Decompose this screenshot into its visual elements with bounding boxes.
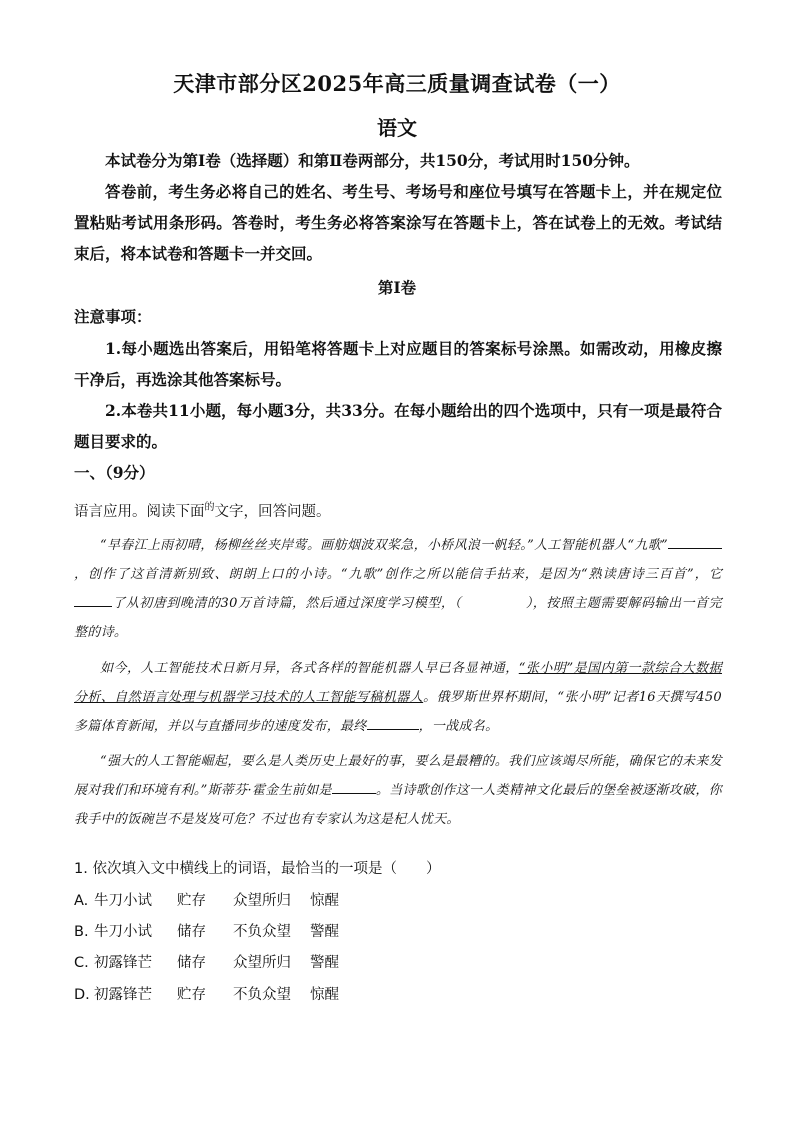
option-word-3: 不负众望: [233, 987, 291, 1003]
option-word-4: 惊醒: [310, 893, 339, 909]
section-instruction: [74, 497, 722, 523]
option-d[interactable]: [74, 983, 370, 1004]
option-letter: D.: [74, 987, 90, 1003]
exam-title: 天津市部分区2025年高三质量调查试卷（一）: [173, 71, 621, 96]
notice-heading: 注意事项：: [74, 307, 152, 326]
option-letter: C.: [74, 955, 89, 971]
option-a[interactable]: [74, 889, 370, 910]
volume-heading: 第Ⅰ卷: [377, 278, 417, 297]
instruction-text-a: 语言应用。阅读下面: [74, 503, 205, 520]
passage-paragraph-1: [74, 531, 722, 647]
passage-p3-text-b: 。当诗歌创作这一人类精神文化最后的堡垒被逐渐攻破，你我手中的饭碗岂不是岌岌可危？不过也有专家认为这是杞人忧天。: [74, 783, 722, 827]
blank-4: [367, 715, 419, 730]
passage-p2-text-b: 。俄罗斯世界杯期间，“张小明”记者16天撰写450多篇体育新闻，并以与直播同步的速度发布，最终: [74, 690, 722, 734]
passage-p1-text-d: ），按照主题需要解码输出一首完整的诗。: [74, 596, 722, 640]
option-word-2: 贮存: [177, 987, 206, 1003]
question-1-stem: 1. 依次填入文中横线上的词语，最恰当的一项是（ ）: [74, 861, 441, 877]
passage-p2-text-c: ，一战成名。: [418, 719, 499, 734]
instruction-text-b: 文字，回答问题。: [214, 503, 331, 520]
passage-p2-text-a: 如今，人工智能技术日新月异，各式各样的智能机器人早已各显神通，: [100, 661, 519, 676]
notice-item-2: 2.本卷共11小题，每小题3分，共33分。在每小题给出的四个选项中，只有一项是最符合题目要求的。: [74, 401, 722, 451]
blank-2: [74, 592, 112, 607]
blank-5: [332, 779, 376, 794]
passage-p1-text-b: ，创作了这首清新别致、朗朗上口的小诗。“九歌”创作之所以能信手拈来，是因为“熟读唐诗三百首”，它: [74, 567, 722, 582]
passage-paragraph-3: [74, 747, 722, 834]
option-word-2: 贮存: [177, 893, 206, 909]
passage-p3-text-a: “强大的人工智能崛起，要么是人类历史上最好的事，要么是最糟的。我们应该竭尽所能，确保它的未来发展对我们和环境有利。”斯蒂芬·霍金生前如是: [74, 754, 722, 798]
option-word-3: 不负众望: [233, 924, 291, 940]
instruction-superscript: 的: [204, 502, 215, 513]
option-letter: A.: [74, 893, 89, 909]
blank-1: [668, 534, 722, 549]
section-one-label: 一、（9分）: [74, 463, 155, 482]
option-word-2: 储存: [177, 955, 206, 971]
passage-paragraph-2: [74, 654, 722, 741]
option-word-4: 惊醒: [310, 987, 339, 1003]
option-word-3: 众望所归: [233, 893, 291, 909]
option-word-1: 牛刀小试: [94, 893, 152, 909]
passage-p1-text-c: 了从初唐到晚清的30万首诗篇，然后通过深度学习模型，（: [112, 596, 462, 611]
option-word-2: 储存: [177, 924, 206, 940]
option-letter: B.: [74, 924, 89, 940]
option-c[interactable]: [74, 951, 370, 972]
option-word-1: 初露锋芒: [94, 987, 152, 1003]
option-word-3: 众望所归: [233, 955, 291, 971]
option-word-4: 警醒: [310, 955, 339, 971]
notice-item-1: 1.每小题选出答案后，用铅笔将答题卡上对应题目的答案标号涂黑。如需改动，用橡皮擦干净后，再选涂其他答案标号。: [74, 339, 722, 389]
option-word-1: 牛刀小试: [94, 924, 152, 940]
option-word-4: 警醒: [310, 924, 339, 940]
passage-p1-text-a: “早春江上雨初晴，杨柳丝丝夹岸莺。画舫烟波双桨急，小桥风浪一帆轻。”人工智能机器人“九歌”: [100, 538, 668, 553]
option-word-1: 初露锋芒: [94, 955, 152, 971]
option-b[interactable]: [74, 920, 370, 941]
subject-title: 语文: [377, 116, 417, 140]
intro-paragraph-2: 答卷前，考生务必将自己的姓名、考生号、考场号和座位号填写在答题卡上，并在规定位置粘贴考试用条形码。答卷时，考生务必将答案涂写在答题卡上，答在试卷上的无效。考试结束后，将本试卷和答题卡一并交回。: [74, 182, 722, 263]
underlined-sentence: “张小明”是国内第一款综合大数据分析、自然语言处理与机器学习技术的人工智能写稿机器人: [74, 661, 722, 705]
intro-paragraph-1: 本试卷分为第Ⅰ卷（选择题）和第Ⅱ卷两部分，共150分，考试用时150分钟。: [105, 151, 640, 170]
